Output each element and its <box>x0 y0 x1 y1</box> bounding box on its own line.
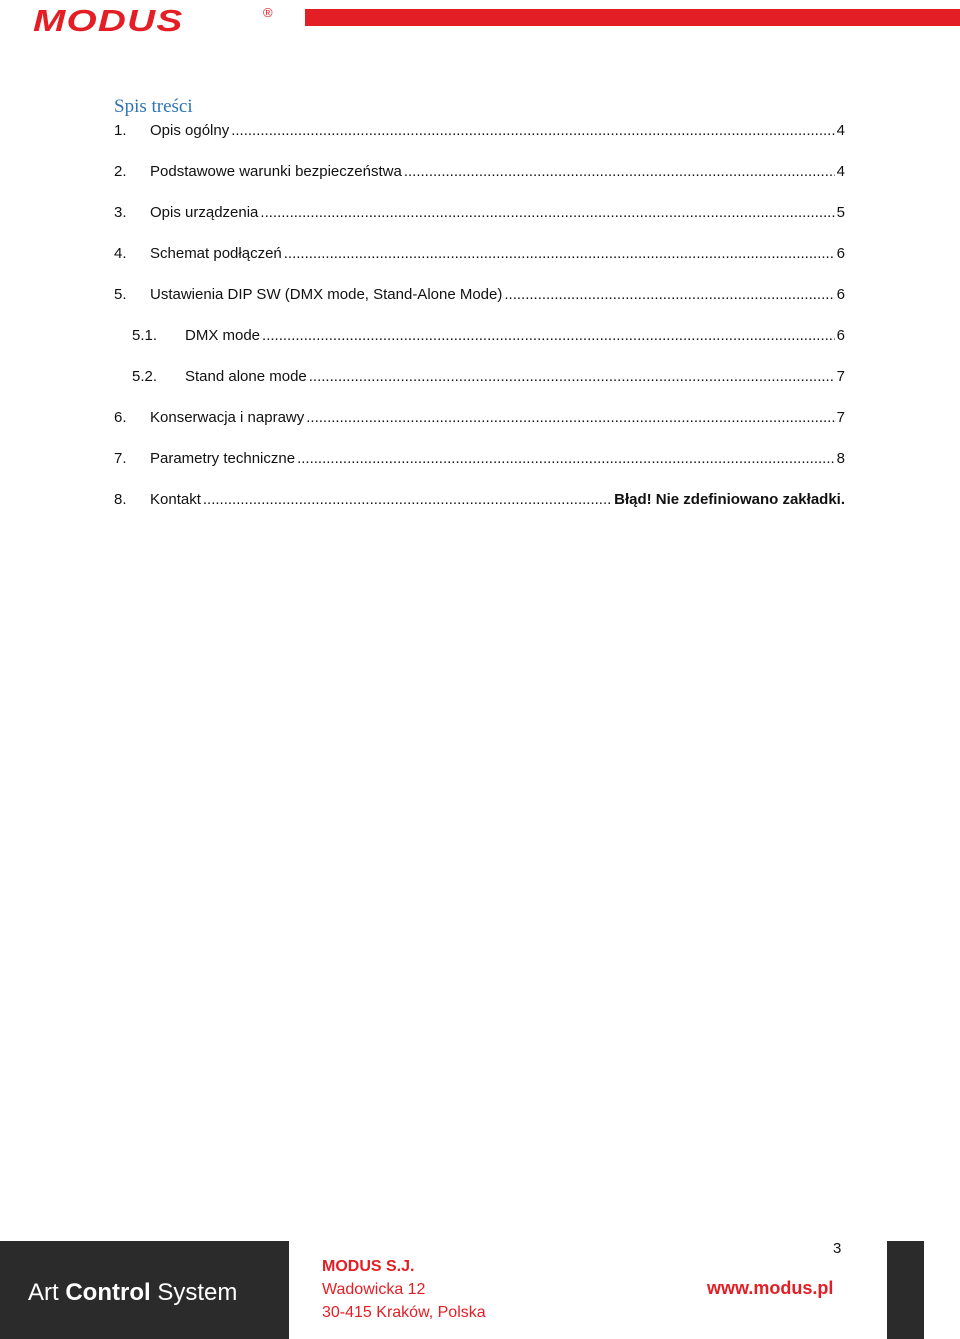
toc-label: Podstawowe warunki bezpieczeństwa <box>150 163 402 180</box>
toc-label: Stand alone mode <box>185 368 307 385</box>
toc-entry[interactable] <box>114 120 845 142</box>
toc-number: 7. <box>114 450 127 467</box>
address-street: Wadowicka 12 <box>322 1281 426 1298</box>
toc-number: 5. <box>114 286 127 303</box>
toc-page-number: 4 <box>836 163 845 180</box>
toc-number: 5.1. <box>132 327 158 344</box>
website-link[interactable]: www.modus.pl <box>707 1278 834 1298</box>
toc-entry[interactable] <box>114 489 845 511</box>
toc-page-number: 7 <box>836 368 845 385</box>
toc-label: Konserwacja i naprawy <box>150 409 305 426</box>
toc-error-message: Błąd! Nie zdefiniowano zakładki. <box>614 491 845 508</box>
toc-entry[interactable] <box>114 284 845 306</box>
toc-title: Spis treści <box>114 96 193 117</box>
toc-leader-dots <box>306 407 834 429</box>
header-red-bar <box>305 9 960 26</box>
page-number: 3 <box>833 1240 842 1257</box>
toc-page-number: 5 <box>836 204 845 221</box>
footer-company-info <box>322 1255 486 1324</box>
toc-label: Opis urządzenia <box>150 204 259 221</box>
toc-subentry[interactable] <box>132 366 845 388</box>
brand-word-system: System <box>150 1279 238 1306</box>
toc-number: 2. <box>114 163 127 180</box>
brand-word-art: Art <box>28 1279 66 1306</box>
toc-label: Parametry techniczne <box>150 450 296 467</box>
toc-page-number: 6 <box>836 327 845 344</box>
toc-page-number: 4 <box>836 122 845 139</box>
toc-leader-dots <box>260 202 834 224</box>
toc-page-number: 6 <box>836 245 845 262</box>
logo-text: MODUS <box>33 3 184 38</box>
toc-label: Schemat podłączeń <box>150 245 282 262</box>
company-name: MODUS S.J. <box>322 1258 415 1275</box>
toc-leader-dots <box>504 284 834 306</box>
toc-entry[interactable] <box>114 161 845 183</box>
toc-entry[interactable] <box>114 448 845 470</box>
toc-number: 4. <box>114 245 127 262</box>
modus-logo <box>33 3 273 38</box>
toc-label: Kontakt <box>150 491 201 508</box>
toc-leader-dots <box>404 161 835 183</box>
address-city: 30-415 Kraków, Polska <box>322 1304 486 1321</box>
toc-subentry[interactable] <box>132 325 845 347</box>
toc-entry[interactable] <box>114 243 845 265</box>
toc-page-number: 7 <box>836 409 845 426</box>
footer-brand <box>28 1278 237 1308</box>
toc-leader-dots <box>203 489 612 511</box>
toc-leader-dots <box>309 366 835 388</box>
toc-page-number: 6 <box>836 286 845 303</box>
toc-number: 5.2. <box>132 368 158 385</box>
toc-leader-dots <box>297 448 835 470</box>
toc-leader-dots <box>284 243 835 265</box>
toc-entry[interactable] <box>114 202 845 224</box>
toc-leader-dots <box>231 120 834 142</box>
toc-number: 3. <box>114 204 127 221</box>
toc-number: 6. <box>114 409 127 426</box>
registered-mark: ® <box>263 5 273 20</box>
footer-right-bar <box>887 1241 924 1339</box>
toc-number: 8. <box>114 491 127 508</box>
toc-page-number: 8 <box>836 450 845 467</box>
toc-number: 1. <box>114 122 127 139</box>
toc-leader-dots <box>262 325 835 347</box>
brand-word-control: Control <box>65 1279 151 1306</box>
toc-entry[interactable] <box>114 407 845 429</box>
toc-label: DMX mode <box>185 327 261 344</box>
toc-label: Ustawienia DIP SW (DMX mode, Stand-Alone Mode) <box>150 286 503 303</box>
toc-label: Opis ogólny <box>150 122 230 139</box>
